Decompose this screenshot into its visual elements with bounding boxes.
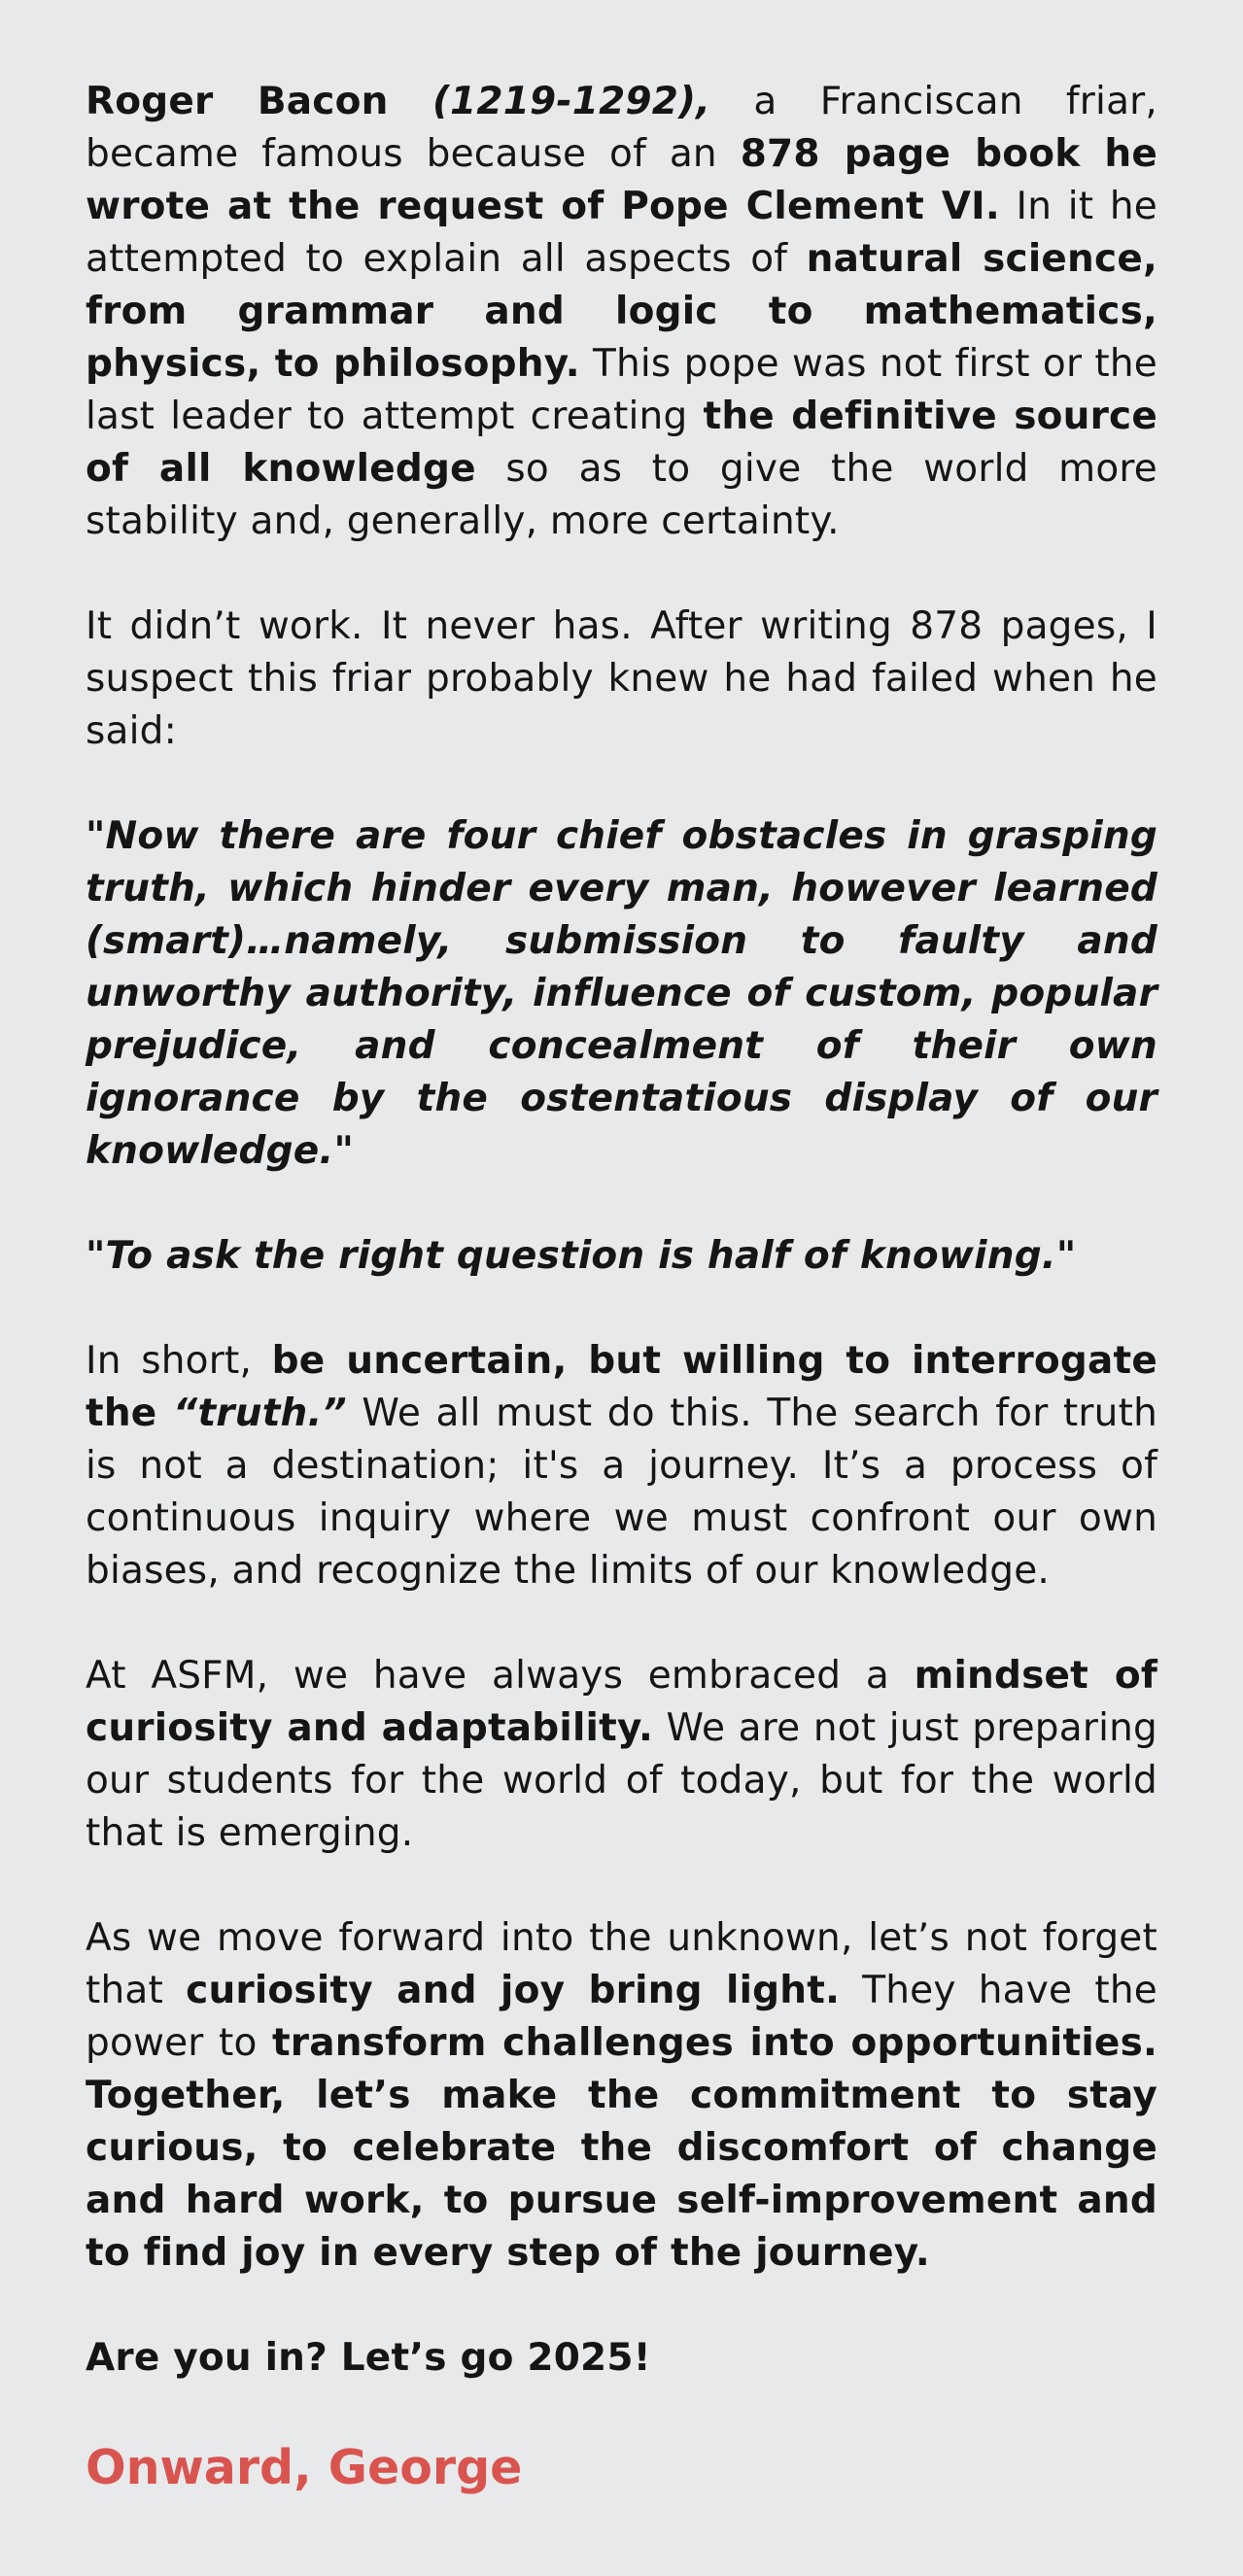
paragraph-forward <box>86 1912 1157 2280</box>
text-run: As we move forward into the unknown, let’s not forget that <box>86 1916 1157 2012</box>
paragraph-intro <box>86 76 1157 548</box>
text-run: so as to give the world more stability and, generally, more certainty. <box>86 447 1157 543</box>
quote-right-question <box>86 1230 1157 1283</box>
paragraph-asfm <box>86 1650 1157 1860</box>
text-run: This pope was not first or the last leader to attempt creating <box>86 342 1157 438</box>
text-run: "To ask the right question is half of knowing." <box>86 1234 1077 1278</box>
text-run: We all must do this. The search for truth is not a destination; it's a journey. It’s a process of continuous inquiry where we must confront our own biases, and recognize the limits of our knowledge. <box>86 1391 1157 1593</box>
text-run: the definitive source of all knowledge <box>86 395 1157 491</box>
signature: Onward, George <box>86 2440 523 2495</box>
text-run: mindset of curiosity and adaptability. <box>86 1654 1157 1750</box>
paragraph-didnt-work <box>86 601 1157 758</box>
text-run: “truth.” <box>173 1391 347 1435</box>
closing-line <box>86 2332 1157 2385</box>
text-run: (1219-1292), <box>432 80 711 123</box>
text-run: We are not just preparing our students for the world of today, but for the world that is emerging. <box>86 1706 1157 1855</box>
text-run: curiosity and joy bring light. <box>186 1969 841 2012</box>
text-run: transform challenges into opportunities. Together, let’s make the commitment to stay curious, to celebrate the discomfort of change and hard work, to pursue self-improvement and to find joy in every step of the journey. <box>86 2021 1157 2275</box>
text-run: Roger Bacon <box>86 80 432 123</box>
text-run: "Now there are four chief obstacles in grasping truth, which hinder every man, however learned (smart)…namely, submission to faulty and unworthy authority, influence of custom, popular prejudice, and concealment of their own ignorance by the ostentatious display of our knowledge." <box>86 814 1157 1173</box>
text-run: Are you in? Let’s go 2025! <box>86 2336 651 2380</box>
text-run: At ASFM, we have always embraced a <box>86 1654 915 1698</box>
paragraph-in-short <box>86 1335 1157 1597</box>
text-run: 878 page book he wrote at the request of Pope Clement VI. <box>86 132 1157 228</box>
text-run: natural science, from grammar and logic to mathematics, physics, to philosophy. <box>86 237 1157 386</box>
text-run: They have the power to <box>86 1969 1157 2065</box>
text-run: It didn’t work. It never has. After writing 878 pages, I suspect this friar probably knew he had failed when he said: <box>86 604 1157 753</box>
text-run: In it he attempted to explain all aspects of <box>86 185 1157 281</box>
quote-obstacles <box>86 810 1157 1178</box>
text-run: In short, <box>86 1339 272 1383</box>
text-run: a Franciscan friar, became famous because of an <box>86 80 1158 176</box>
text-run: be uncertain, but willing to interrogate the <box>86 1339 1157 1435</box>
